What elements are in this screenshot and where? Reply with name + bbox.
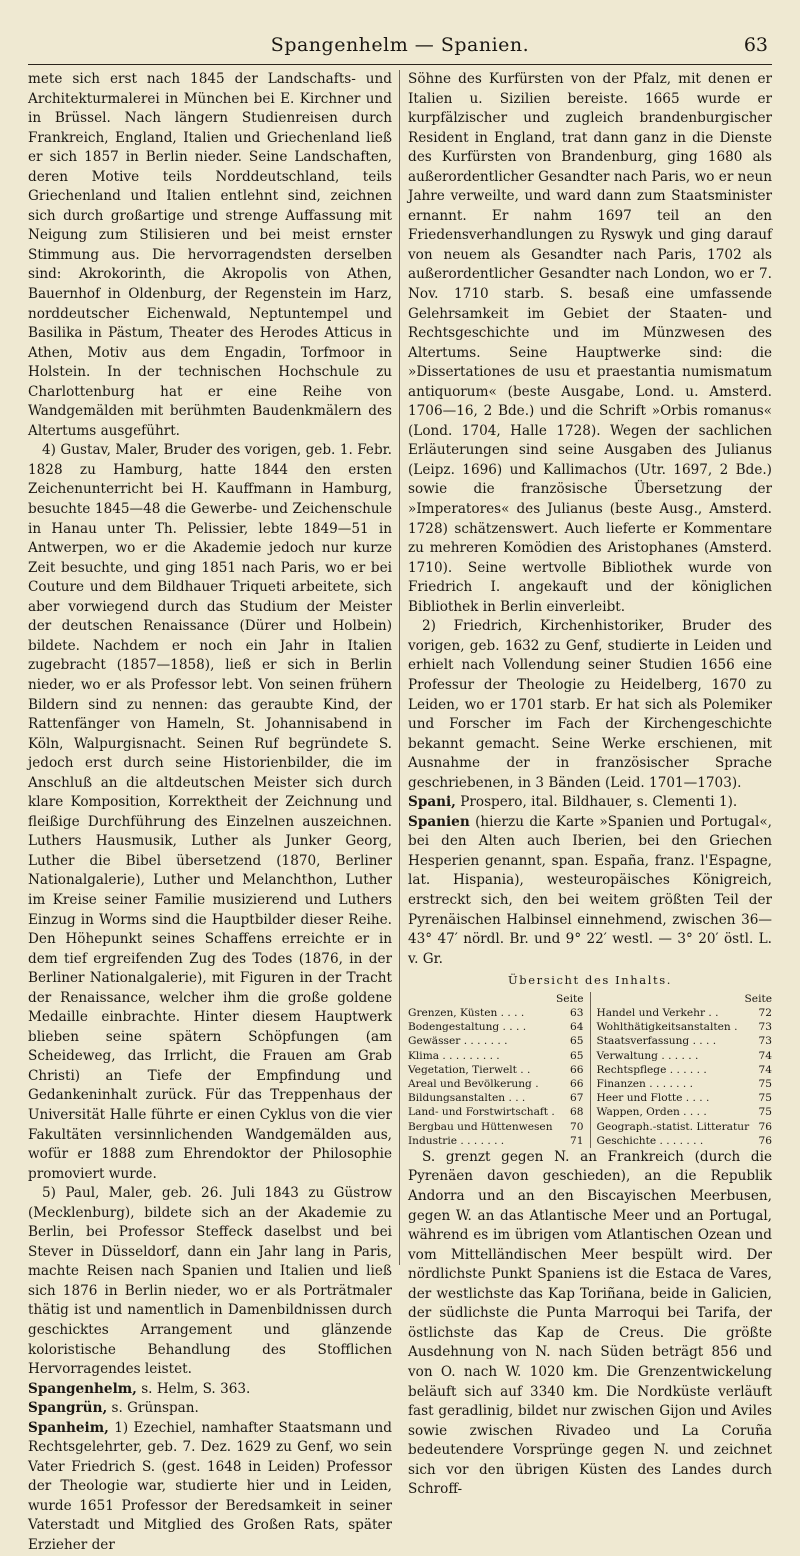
toc-page: 68	[570, 1106, 584, 1119]
entry-headword: Spanien	[408, 813, 470, 830]
toc-row	[408, 1077, 584, 1091]
paragraph: 5) Paul, Maler, geb. 26. Juli 1843 zu Güstrow (Mecklenburg), bildete sich an der Akademie zu Berlin, bei Professor Steffeck daselbst und bei Stever in Düsseldorf, dann ein Jahr lang in Paris, machte Reisen nach Spanien und Italien und ließ sich 1876 in Berlin nieder, wo er als Porträtmaler thätig ist und namentlich in Damenbildnissen durch geschicktes Arrangement und glänzende koloristische Behandlung des Stofflichen Hervorragendes leistet.	[28, 1185, 392, 1378]
entry-text: (hierzu die Karte »Spanien und Portugal«, bei den Alten auch Iberien, bei den Griechen Hesperien genannt, span. España, franz. l'Espagne, lat. Hispania), westeuropäisches Königreich, erstreckt sich, den bei weitem größten Teil der Pyrenäischen Halbinsel einnehmend, zwischen 36—43° 47′ nördl. Br. und 9° 22′ westl. — 3° 20′ östl. L. v. Gr.	[408, 813, 772, 967]
toc-label: Wohlthätigkeitsanstalten .	[596, 1021, 738, 1034]
toc-column-right	[591, 992, 773, 1148]
toc-row	[597, 1063, 773, 1077]
entry-headword: Spangrün,	[28, 1400, 108, 1417]
page-title: Spangenhelm — Spanien.	[270, 34, 530, 56]
paragraph: 4) Gustav, Maler, Bruder des vorigen, geb. 1. Febr. 1828 zu Hamburg, hatte 1844 den ersten Zeichenunterricht bei H. Kauffmann in Hamburg, besuchte 1845—48 die Gewerbe- und Zeichenschule in Hanau unter Th. Pelissier, lebte 1849—51 in Antwerpen, wo er die Akademie jedoch nur kurze Zeit besuchte, und ging 1851 nach Paris, wo er bei Couture und dem Bildhauer Triqueti arbeitete, sich aber vorwiegend durch das Studium der Meister der deutschen Renaissance (Dürer und Holbein) bildete. Nachdem er noch ein Jahr in Italien zugebracht (1857—1858), ließ er sich in Berlin nieder, wo er als Professor lebt. Von seinen frühern Bildern sind zu nennen: das geraubte Kind, der Rattenfänger von Hameln, St. Johannisabend in Köln, Walpurgisnacht. Seinen Ruf begründete S. jedoch erst durch seine Historienbilder, die im Anschluß an die altdeutschen Meister sich durch klare Komposition, Korrektheit der Zeichnung und fleißige Durchführung des Einzelnen auszeichnen. Luthers Hausmusik, Luther als Junker Georg, Luther die Bibel übersetzend (1870, Berliner Nationalgalerie), Luther und Melanchthon, Luther im Kreise seiner Familie musizierend und Luthers Einzug in Worms sind die Hauptbilder dieser Reihe. Den Höhepunkt seines Schaffens erreichte er in dem tief ergreifenden Zug des Todes (1876, in der Berliner Nationalgalerie), mit Figuren in der Tracht der Renaissance, welcher ihm die große goldene Medaille einbrachte. Hinter diesem Hauptwerk blieben seine spätern Schöpfungen (am Scheideweg, das Irrlicht, die Frauen am Grab Christi) an Tiefe der Empfindung und Gedankeninhalt zurück. Für das Treppenhaus der Universität Halle führte er einen Cyklus von die vier Fakultäten versinnlichenden Wandgemälden aus, wofür er 1888 zum Ehrendoktor der Philosophie promoviert wurde.	[28, 442, 392, 1182]
toc-page: 74	[758, 1049, 772, 1062]
toc-page: 70	[570, 1120, 584, 1133]
toc-row	[408, 1020, 584, 1034]
entry-headword: Spani,	[408, 794, 456, 811]
toc-seite-label: Seite	[744, 992, 772, 1005]
entry	[408, 793, 772, 813]
toc-page: 67	[570, 1092, 584, 1105]
toc-row	[597, 1006, 773, 1020]
toc-label: Staatsverfassung . . . .	[596, 1035, 717, 1048]
toc-row	[408, 1091, 584, 1105]
toc-row	[408, 1049, 584, 1063]
toc-row	[408, 1105, 584, 1119]
toc-label: Wappen, Orden . . . .	[596, 1106, 707, 1119]
toc-label: Geograph.-statist. Litteratur	[596, 1120, 750, 1133]
toc-label: Industrie . . . . . . .	[408, 1134, 505, 1147]
toc-row	[597, 1049, 773, 1063]
entry-text: Prospero, ital. Bildhauer, s. Clementi 1).	[455, 794, 738, 811]
toc-page: 76	[758, 1120, 772, 1133]
toc-label: Areal und Bevölkerung .	[408, 1077, 539, 1090]
left-column	[28, 70, 392, 1554]
toc-row	[597, 1020, 773, 1034]
entry-text: s. Grünspan.	[107, 1400, 199, 1417]
toc-page: 65	[570, 1049, 584, 1062]
toc-page: 66	[570, 1077, 584, 1090]
entry	[28, 1419, 392, 1556]
toc-row	[408, 1063, 584, 1077]
toc-row	[408, 1120, 584, 1134]
text-columns	[28, 70, 772, 1554]
toc-page: 63	[570, 1006, 584, 1019]
toc-page: 75	[758, 1077, 772, 1090]
toc-page: 73	[758, 1035, 772, 1048]
toc-page: 74	[758, 1063, 772, 1076]
toc-row	[597, 1034, 773, 1048]
entry-text: 1) Ezechiel, namhafter Staatsmann und Rechtsgelehrter, geb. 7. Dez. 1629 zu Genf, wo sein Vater Friedrich S. (gest. 1648 in Leiden) Professor der Theologie war, studierte hier und in Leiden, wurde 1651 Professor der Beredsamkeit in seiner Vaterstadt und Mitglied des Großen Rats, später Erzieher der	[28, 1419, 392, 1554]
toc-page: 71	[570, 1134, 584, 1147]
toc-label: Grenzen, Küsten . . . .	[408, 1006, 525, 1019]
entry-headword: Spangenhelm,	[28, 1380, 137, 1397]
toc-row	[408, 1034, 584, 1048]
toc-page: 73	[758, 1021, 772, 1034]
toc-label: Rechtspflege . . . . . .	[596, 1063, 707, 1076]
entry	[408, 813, 772, 969]
page-header	[28, 30, 772, 65]
toc-seite-label: Seite	[556, 992, 584, 1005]
toc-label: Gewässer . . . . . . .	[408, 1035, 508, 1048]
paragraph: S. grenzt gegen N. an Frankreich (durch die Pyrenäen davon geschieden), an die Republik Andorra und an den Biscayischen Meerbusen, gegen W. an das Atlantische Meer und an Portugal, während es im übrigen vom Atlantischen Ozean und vom Mittelländischen Meer bespült wird. Der nördlichste Punkt Spaniens ist die Estaca de Vares, der westlichste das Kap Toriñana, beide in Galicien, der südlichste die Punta Marroqui bei Tarifa, der östlichste das Kap de Creus. Die größte Ausdehnung von N. nach Süden beträgt 856 und von O. nach W. 1020 km. Die Grenzentwickelung beläuft sich auf 3340 km. Die Nordküste verläuft fast geradlinig, bildet nur zwischen Gijon und Aviles sowie zwischen Rivadeo und La Coruña bedeutendere Vorsprünge gegen N. und zeichnet sich vor den übrigen Küsten des Landes durch Schroff-	[408, 1148, 772, 1498]
toc-label: Verwaltung . . . . . .	[596, 1049, 699, 1062]
toc-label: Geschichte . . . . . . .	[596, 1134, 704, 1147]
toc-label: Bergbau und Hüttenwesen	[408, 1120, 553, 1133]
paragraph: 2) Friedrich, Kirchenhistoriker, Bruder des vorigen, geb. 1632 zu Genf, studierte in Leiden und erhielt nach Vollendung seiner Studien 1656 eine Professur der Theologie zu Heidelberg, 1670 zu Leiden, wo er 1701 starb. Er hat sich als Polemiker und Forscher im Fach der Kirchengeschichte bekannt gemacht. Seine Werke erschienen, mit Ausnahme der in französischer Sprache geschriebenen, in 3 Bänden (Leid. 1701—1703).	[408, 618, 772, 791]
table-of-contents	[408, 992, 772, 1148]
toc-label: Vegetation, Tierwelt . .	[408, 1063, 531, 1076]
toc-row	[597, 1105, 773, 1119]
toc-row	[408, 1006, 584, 1020]
toc-label: Handel und Verkehr . .	[596, 1006, 719, 1019]
toc-page: 64	[570, 1021, 584, 1034]
toc-label: Bodengestaltung . . . .	[408, 1021, 527, 1034]
entry-text: s. Helm, S. 363.	[136, 1380, 251, 1397]
entry-headword: Spanheim,	[28, 1419, 109, 1436]
column-divider	[399, 70, 400, 1265]
toc-label: Heer und Flotte . . . .	[596, 1092, 710, 1105]
toc-label: Bildungsanstalten . . .	[408, 1092, 526, 1105]
paragraph: mete sich erst nach 1845 der Landschafts- und Architekturmalerei in München bei E. Kirchner und in Brüssel. Nach längern Studienreisen durch Frankreich, England, Italien und Griechenland ließ er sich 1857 in Berlin nieder. Seine Landschaften, deren Motive teils Norddeutschland, teils Griechenland und Italien entlehnt sind, zeichnen sich durch großartige und strenge Auffassung mit Neigung zum Stilisieren und bei meist ernster Stimmung aus. Die hervorragendsten derselben sind: Akrokorinth, die Akropolis von Athen, Bauernhof in Oldenburg, der Regenstein im Harz, norddeutscher Eichenwald, Neptuntempel und Basilika in Pästum, Theater des Herodes Atticus in Athen, Motiv aus dem Engadin, Torfmoor in Holstein. In der technischen Hochschule zu Charlottenburg hat er eine Reihe von Wandgemälden mit berühmten Baudenkmälern des Altertums ausgeführt.	[28, 71, 392, 439]
right-column	[408, 70, 772, 1498]
toc-page: 76	[758, 1134, 772, 1147]
toc-label: Klima . . . . . . . . .	[408, 1049, 500, 1062]
page-number: 63	[743, 34, 768, 56]
toc-title: Übersicht des Inhalts.	[507, 973, 673, 988]
toc-page: 65	[570, 1035, 584, 1048]
toc-row	[597, 1077, 773, 1091]
toc-page: 72	[758, 1006, 772, 1019]
toc-column-left	[408, 992, 591, 1148]
entry	[28, 1399, 392, 1419]
toc-row	[408, 1134, 584, 1148]
toc-label: Finanzen . . . . . . .	[596, 1077, 694, 1090]
toc-row	[597, 1120, 773, 1134]
toc-page: 66	[570, 1063, 584, 1076]
entry	[28, 1380, 392, 1400]
toc-row	[597, 1091, 773, 1105]
toc-page: 75	[758, 1106, 772, 1119]
toc-page: 75	[758, 1092, 772, 1105]
paragraph: Söhne des Kurfürsten von der Pfalz, mit denen er Italien u. Sizilien bereiste. 1665 wurde er kurpfälzischer und zugleich brandenburgischer Resident in England, trat dann ganz in die Dienste des Kurfürsten von Brandenburg, ging 1680 als außerordentlicher Gesandter nach Paris, wo er neun Jahre verweilte, und ward dann zum Staatsminister ernannt. Er nahm 1697 teil an den Friedensverhandlungen zu Ryswyk und ging darauf von neuem als Gesandter nach Paris, 1702 als außerordentlicher Gesandter nach London, wo er 7. Nov. 1710 starb. S. besaß eine umfassende Gelehrsamkeit im Gebiet der Staaten- und Rechtsgeschichte und im Münzwesen des Altertums. Seine Hauptwerke sind: die »Dissertationes de usu et praestantia numismatum antiquorum« (beste Ausgabe, Lond. u. Amsterd. 1706—16, 2 Bde.) und die Schrift »Orbis romanus« (Lond. 1704, Halle 1728). Wegen der sachlichen Erläuterungen sind seine Ausgaben des Julianus (Leipz. 1696) und Kallimachos (Utr. 1697, 2 Bde.) sowie die französische Übersetzung der »Imperatores« des Julianus (beste Ausg., Amsterd. 1728) schätzenswert. Auch lieferte er Kommentare zu mehreren Komödien des Aristophanes (Amsterd. 1710). Seine wertvolle Bibliothek wurde von Friedrich I. angekauft und der königlichen Bibliothek in Berlin einverleibt.	[408, 71, 772, 615]
toc-row	[597, 1134, 773, 1148]
toc-label: Land- und Forstwirtschaft .	[408, 1106, 555, 1119]
